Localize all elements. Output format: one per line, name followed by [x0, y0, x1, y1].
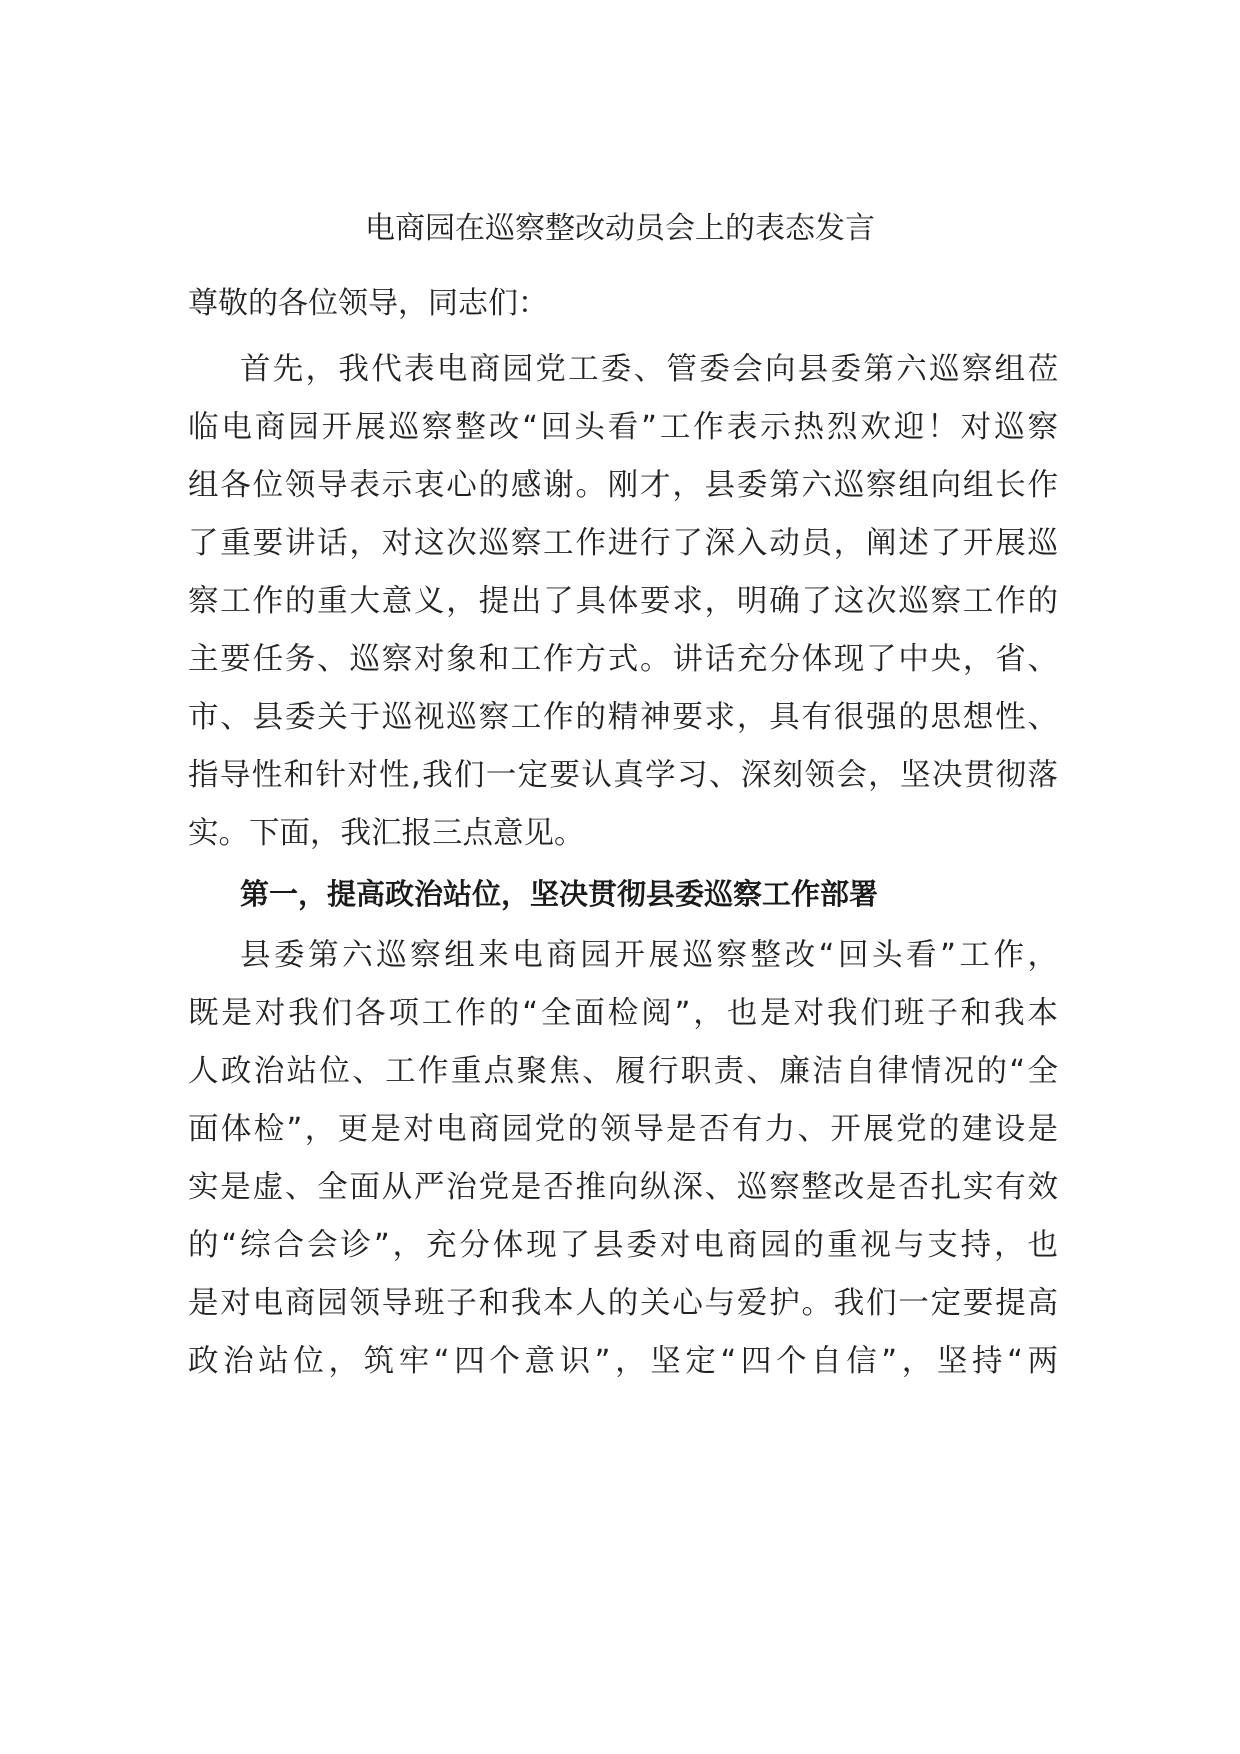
- paragraph-line: 临电商园开展巡察整改“回头看”工作表示热烈欢迎！对巡察: [188, 410, 1058, 445]
- section-heading-1: 第一，提高政治站位，坚决贯彻县委巡察工作部署: [240, 877, 879, 911]
- paragraph-line: 首先，我代表电商园党工委、管委会向县委第六巡察组莅: [240, 352, 1058, 387]
- paragraph-line: 主要任务、巡察对象和工作方式。讲话充分体现了中央，省、: [188, 642, 1058, 677]
- paragraph-line: 的“综合会诊”，充分体现了县委对电商园的重视与支持，也: [188, 1228, 1058, 1263]
- document-title: 电商园在巡察整改动员会上的表态发言: [365, 211, 875, 246]
- paragraph-line: 面体检”，更是对电商园党的领导是否有力、开展党的建设是: [188, 1112, 1058, 1147]
- paragraph-line: 县委第六巡察组来电商园开展巡察整改“回头看”工作，: [240, 938, 1058, 973]
- paragraph-line: 察工作的重大意义，提出了具体要求，明确了这次巡察工作的: [188, 584, 1058, 619]
- paragraph-line: 实是虚、全面从严治党是否推向纵深、巡察整改是否扎实有效: [188, 1170, 1058, 1205]
- paragraph-line: 实。下面，我汇报三点意见。: [188, 816, 585, 851]
- paragraph-line: 了重要讲话，对这次巡察工作进行了深入动员，阐述了开展巡: [188, 526, 1058, 561]
- paragraph-line: 组各位领导表示衷心的感谢。刚才，县委第六巡察组向组长作: [188, 468, 1058, 503]
- paragraph-line: 政治站位，筑牢“四个意识”，坚定“四个自信”，坚持“两: [188, 1344, 1058, 1379]
- paragraph-line: 既是对我们各项工作的“全面检阅”，也是对我们班子和我本: [188, 996, 1058, 1031]
- paragraph-line: 市、县委关于巡视巡察工作的精神要求，具有很强的思想性、: [188, 700, 1058, 735]
- salutation: 尊敬的各位领导，同志们：: [188, 286, 548, 321]
- paragraph-line: 人政治站位、工作重点聚焦、履行职责、廉洁自律情况的“全: [188, 1054, 1058, 1089]
- paragraph-line: 是对电商园领导班子和我本人的关心与爱护。我们一定要提高: [188, 1286, 1058, 1321]
- paragraph-line: 指导性和针对性,我们一定要认真学习、深刻领会，坚决贯彻落: [188, 758, 1058, 793]
